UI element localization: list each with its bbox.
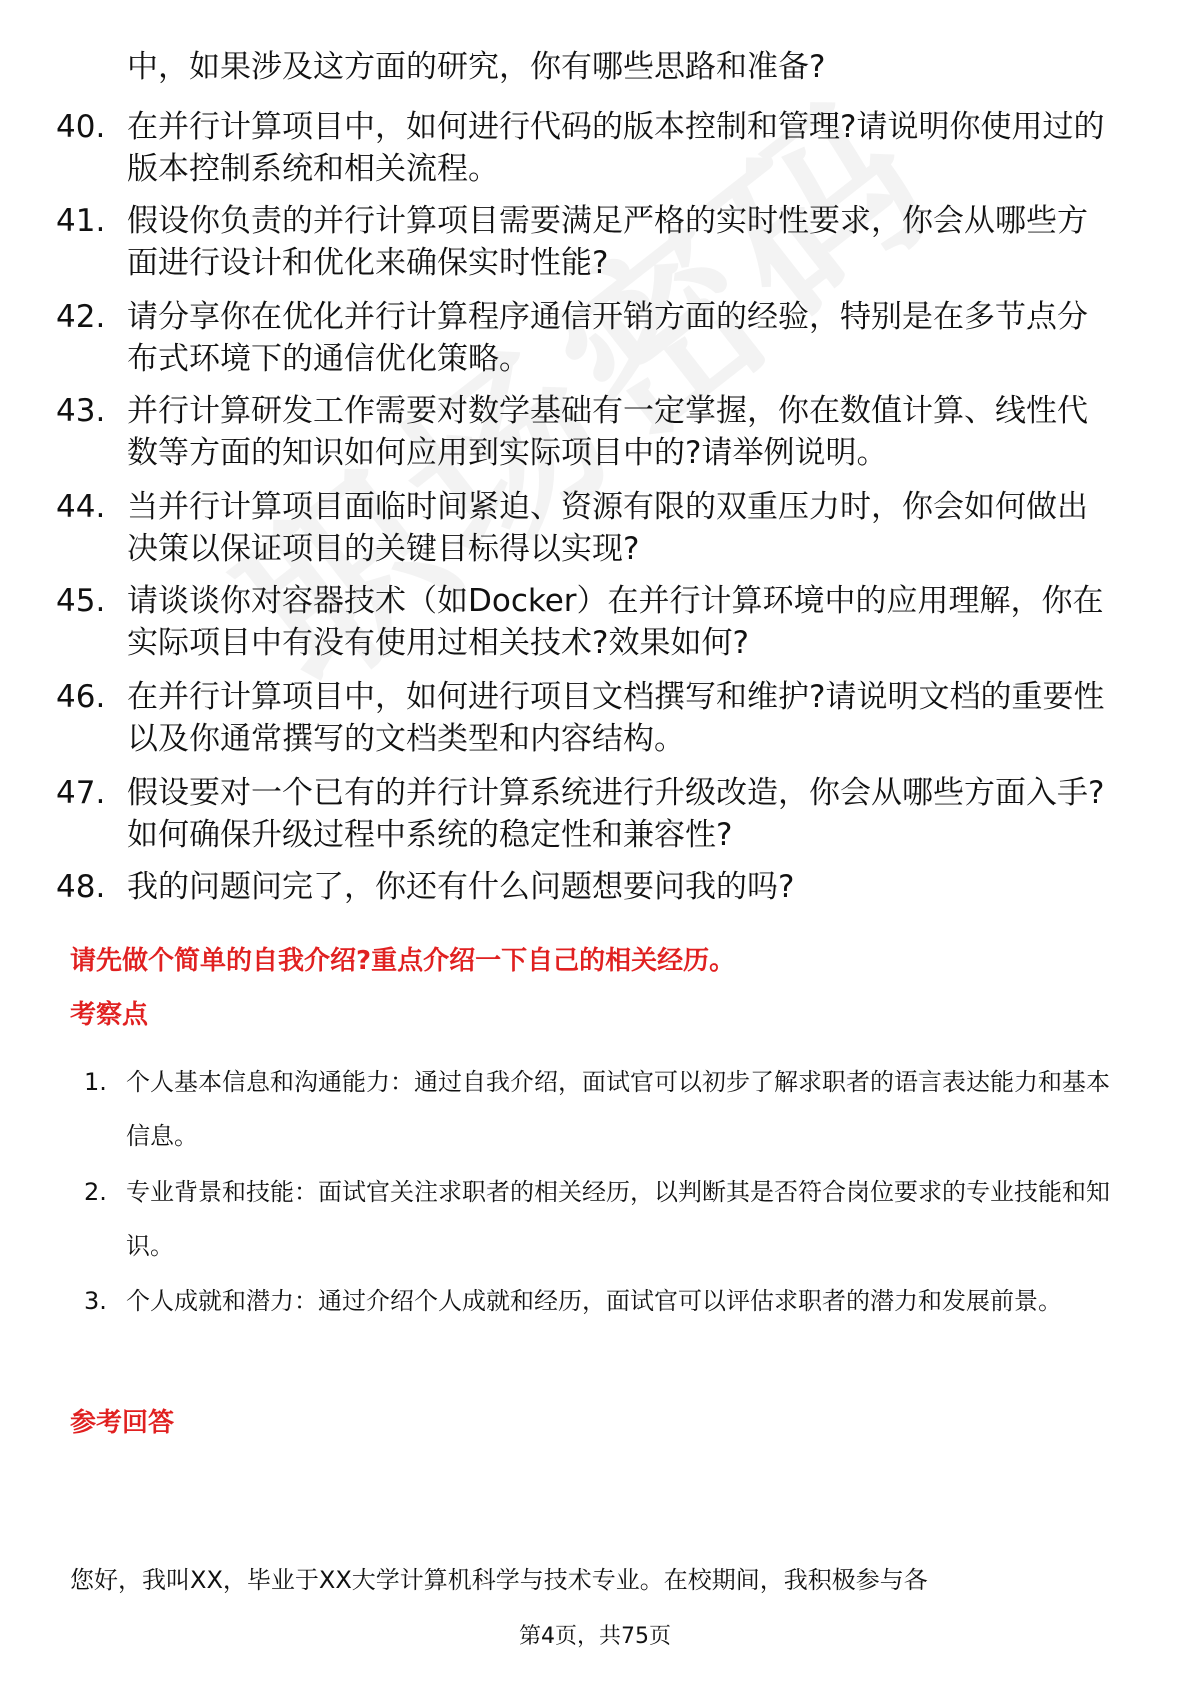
question-number: 48. <box>56 869 106 905</box>
question-text: 假设你负责的并行计算项目需要满足严格的实时性要求，你会从哪些方面进行设计和优化来确保实时性能? <box>127 203 1088 281</box>
question-number: 45. <box>56 583 106 619</box>
point-text: 个人基本信息和沟通能力：通过自我介绍，面试官可以初步了解求职者的语言表达能力和基本信息。 <box>126 1068 1110 1150</box>
point-text: 个人成就和潜力：通过介绍个人成就和经历，面试官可以评估求职者的潜力和发展前景。 <box>126 1287 1062 1315</box>
question-number: 46. <box>56 679 106 715</box>
question-text: 在并行计算项目中，如何进行代码的版本控制和管理?请说明你使用过的版本控制系统和相关流程。 <box>127 109 1105 187</box>
answer-heading: 参考回答 <box>70 1408 175 1438</box>
question-text: 请分享你在优化并行计算程序通信开销方面的经验，特别是在多节点分布式环境下的通信优化策略。 <box>127 299 1088 377</box>
page-footer: 第4页，共75页 <box>519 1624 671 1649</box>
section-title: 请先做个简单的自我介绍?重点介绍一下自己的相关经历。 <box>70 946 736 976</box>
point-number: 1. <box>84 1068 107 1096</box>
question-continuation: 中，如果涉及这方面的研究，你有哪些思路和准备? <box>127 49 826 85</box>
question-number: 43. <box>56 393 106 429</box>
question-text: 请谈谈你对容器技术（如Docker）在并行计算环境中的应用理解，你在实际项目中有没有使用过相关技术?效果如何? <box>127 583 1104 661</box>
question-text: 并行计算研发工作需要对数学基础有一定掌握，你在数值计算、线性代数等方面的知识如何应用到实际项目中的?请举例说明。 <box>127 393 1088 471</box>
question-number: 47. <box>56 775 106 811</box>
question-number: 42. <box>56 299 106 335</box>
points-heading: 考察点 <box>70 1000 149 1030</box>
question-text: 我的问题问完了，你还有什么问题想要问我的吗? <box>127 869 795 905</box>
question-text: 在并行计算项目中，如何进行项目文档撰写和维护?请说明文档的重要性以及你通常撰写的文档类型和内容结构。 <box>127 679 1105 757</box>
question-text: 当并行计算项目面临时间紧迫、资源有限的双重压力时，你会如何做出决策以保证项目的关键目标得以实现? <box>127 489 1088 567</box>
question-number: 41. <box>56 203 106 239</box>
point-text: 专业背景和技能：面试官关注求职者的相关经历，以判断其是否符合岗位要求的专业技能和知识。 <box>126 1178 1110 1260</box>
answer-text: 您好，我叫XX，毕业于XX大学计算机科学与技术专业。在校期间，我积极参与各 <box>70 1566 928 1594</box>
question-text: 假设要对一个已有的并行计算系统进行升级改造，你会从哪些方面入手?如何确保升级过程中系统的稳定性和兼容性? <box>127 775 1105 853</box>
point-number: 3. <box>84 1287 107 1315</box>
question-number: 44. <box>56 489 106 525</box>
point-number: 2. <box>84 1178 107 1206</box>
question-number: 40. <box>56 109 106 145</box>
